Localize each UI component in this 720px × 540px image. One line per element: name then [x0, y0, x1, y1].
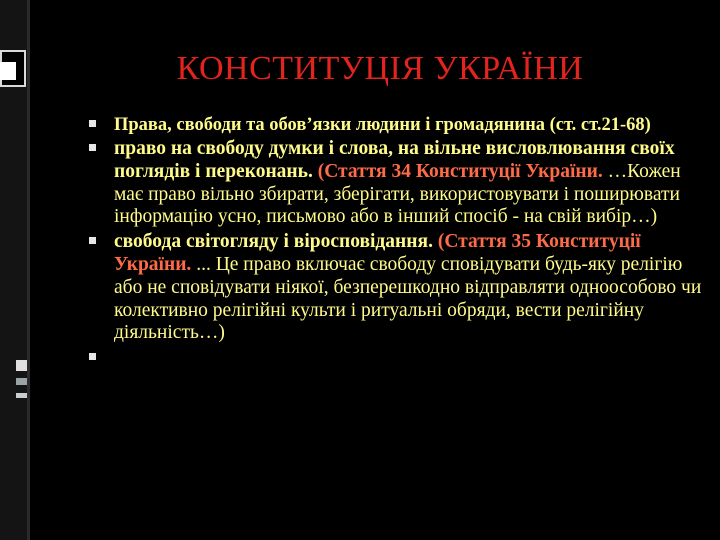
filled-square-icon	[0, 62, 16, 80]
list-item	[86, 138, 706, 229]
article-reference: (Стаття 35 Конституції України.	[114, 231, 641, 275]
square-bullet-icon	[89, 353, 96, 360]
square-bullet-icon	[89, 144, 96, 151]
decorative-sidebar	[0, 0, 30, 540]
item-text: Права, свободи та обов’язки людини і громадянина (ст. ст.21-68)	[114, 115, 651, 135]
small-bar-icon	[16, 378, 27, 385]
square-bullet-icon	[89, 120, 96, 127]
list-item	[86, 347, 706, 369]
article-reference: (Стаття 34 Конституції України.	[312, 160, 603, 182]
small-square-icon	[16, 360, 27, 371]
slide-title: КОНСТИТУЦІЯ УКРАЇНИ	[176, 50, 584, 87]
small-bar-icon	[16, 393, 27, 398]
item-lead: свобода світогляду і віросповідання.	[114, 231, 433, 253]
bullet-list	[86, 114, 706, 369]
article-quote: …Кожен має право вільно збирати, зберігати, використовувати і поширювати інформацію усно, письмово або в інший спосіб - на свій вибір…)	[114, 160, 681, 228]
item-lead: право на свободу думки і слова, на вільне висловлювання своїх поглядів і переконань.	[114, 138, 675, 182]
sidebar-edge	[27, 0, 30, 540]
square-bullet-icon	[89, 237, 96, 244]
list-item	[86, 114, 706, 136]
article-quote: ... Це право включає свободу сповідувати будь-яку релігію або не сповідувати ніякої, безперешкодно відправляти одноособово чи колективно релігійні культи і ритуальні обряди, вести релігійну діяльність…)	[114, 253, 702, 344]
list-item	[86, 231, 706, 345]
